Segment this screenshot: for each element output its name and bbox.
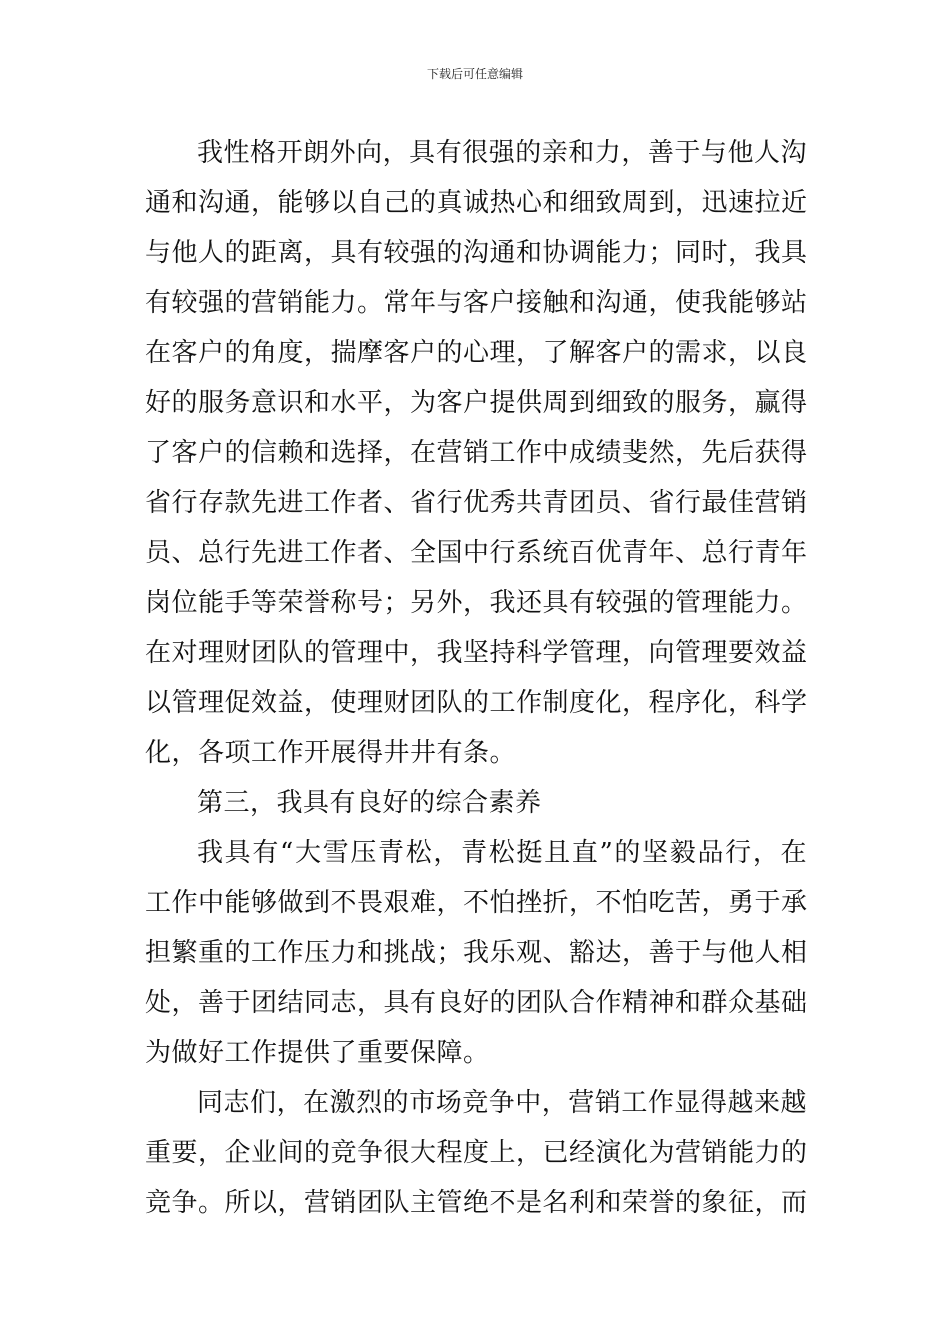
text-line: 好的服务意识和水平，为客户提供周到细致的服务，赢得 <box>145 388 808 418</box>
text-line: 我性格开朗外向，具有很强的亲和力，善于与他人沟 <box>197 138 807 168</box>
text-line: 在对理财团队的管理中，我坚持科学管理，向管理要效益 <box>145 638 808 668</box>
text-line: 有较强的营销能力。常年与客户接触和沟通，使我能够站 <box>145 288 808 318</box>
text-line: 化，各项工作开展得井井有条。 <box>145 738 517 768</box>
section-heading-third <box>145 778 807 828</box>
text-line: 工作中能够做到不畏艰难，不怕挫折，不怕吃苦，勇于承 <box>145 888 808 918</box>
text-line: 岗位能手等荣誉称号；另外，我还具有较强的管理能力。 <box>145 588 808 618</box>
text-line: 员、总行先进工作者、全国中行系统百优青年、总行青年 <box>145 538 808 568</box>
text-line: 担繁重的工作压力和挑战；我乐观、豁达，善于与他人相 <box>145 938 808 968</box>
text-line: 了客户的信赖和选择，在营销工作中成绩斐然，先后获得 <box>145 438 808 468</box>
text-line: 以管理促效益，使理财团队的工作制度化，程序化，科学 <box>145 688 808 718</box>
paragraph-character <box>145 828 807 1078</box>
text-line: 我具有“大雪压青松，青松挺且直”的坚毅品行，在 <box>197 838 807 868</box>
text-line: 与他人的距离，具有较强的沟通和协调能力；同时，我具 <box>145 238 808 268</box>
text-line: 重要，企业间的竞争很大程度上，已经演化为营销能力的 <box>145 1138 808 1168</box>
text-line: 省行存款先进工作者、省行优秀共青团员、省行最佳营销 <box>145 488 808 518</box>
heading-text: 第三，我具有良好的综合素养 <box>197 788 542 818</box>
text-line: 同志们，在激烈的市场竞争中，营销工作显得越来越 <box>197 1088 807 1118</box>
paragraph-closing <box>145 1078 807 1228</box>
page-header-note: 下载后可任意编辑 <box>426 67 523 81</box>
paragraph-abilities <box>145 128 807 778</box>
text-line: 在客户的角度，揣摩客户的心理，了解客户的需求，以良 <box>145 338 808 368</box>
document-body <box>145 128 807 1228</box>
text-line: 竞争。所以，营销团队主管绝不是名利和荣誉的象征，而 <box>145 1188 808 1218</box>
text-line: 通和沟通，能够以自己的真诚热心和细致周到，迅速拉近 <box>145 188 808 218</box>
text-line: 处，善于团结同志，具有良好的团队合作精神和群众基础 <box>145 988 808 1018</box>
text-line: 为做好工作提供了重要保障。 <box>145 1038 490 1068</box>
